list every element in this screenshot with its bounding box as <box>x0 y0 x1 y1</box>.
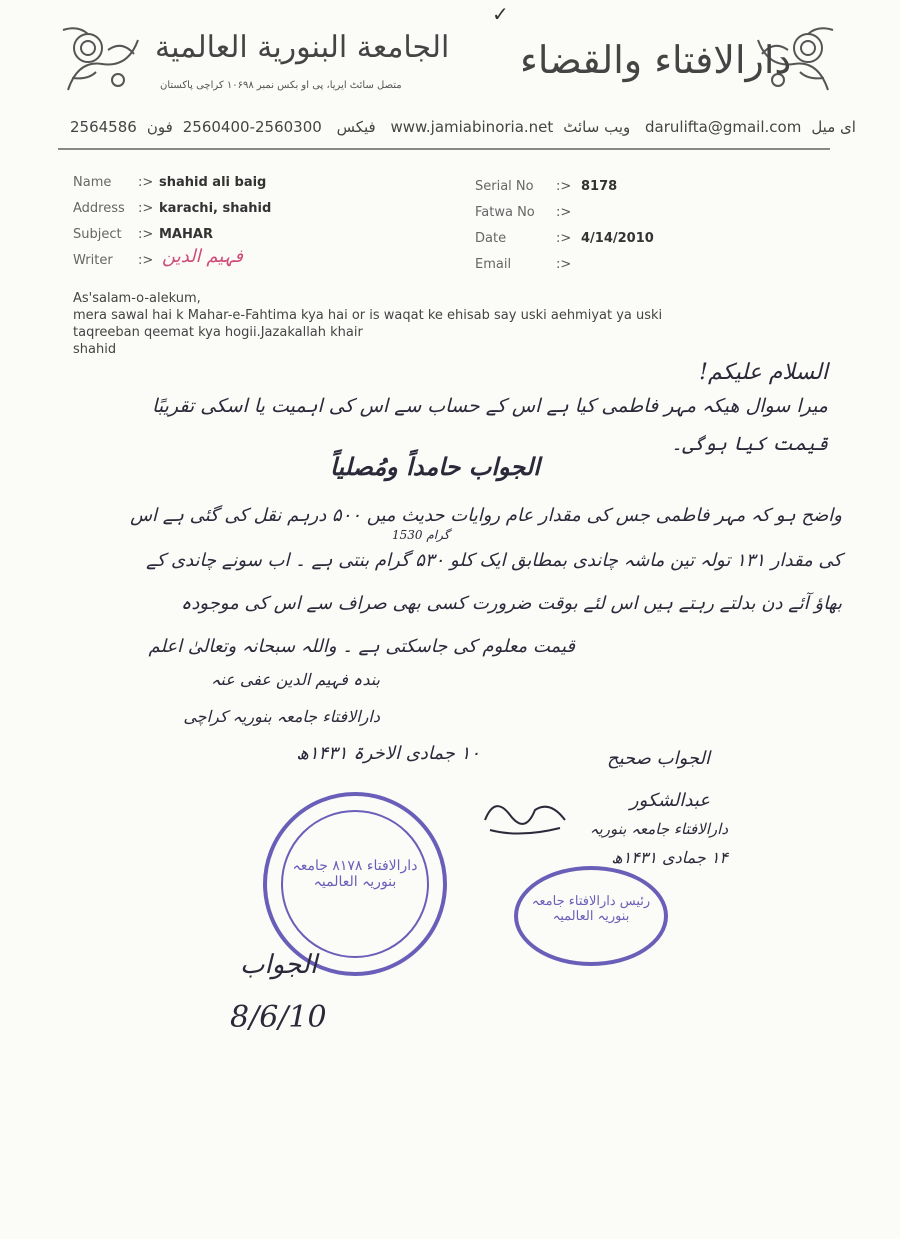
email-address: darulifta@gmail.com <box>645 118 802 136</box>
answer-line: بھاؤ آئے دن بدلتے رہتے ہیں اس لئے بوقت ضرورت کسی بھی صراف سے اس کی موجودہ <box>180 593 842 614</box>
signatory-name: بندہ فہیم الدین عفی عنہ <box>211 670 380 689</box>
institute-address: متصل سائٹ ایریا، پی او بکس نمبر ۱۰۶۹۸ کراچی پاکستان <box>160 80 402 91</box>
separator: :> <box>138 201 154 216</box>
question-line: mera sawal hai k Mahar-e-Fahtima kya hai or is waqat ke ehisab say uski aehmiyat ya uski <box>73 308 663 323</box>
phone-number: 2560300-2560400 <box>182 118 322 136</box>
address-value: karachi, shahid <box>159 201 272 216</box>
typed-question <box>73 290 773 358</box>
separator: :> <box>556 231 572 246</box>
verifier-date: ۱۴ جمادی ۱۴۳۱ھ <box>611 848 728 867</box>
serial-label: Serial No <box>475 179 534 194</box>
fax-number: 2564586 <box>70 118 137 136</box>
checkmark-icon: ✓ <box>492 2 509 26</box>
separator: :> <box>138 227 154 242</box>
question-line: taqreeban qeemat kya hogii.Jazakallah khair <box>73 325 363 340</box>
contact-line <box>70 118 856 136</box>
answer-line: کی مقدار ۱۳۱ تولہ تین ماشہ چاندی بمطابق ایک کلو ۵۳۰ گرام بنتی ہے ۔ اب سونے چاندی کے <box>146 550 842 571</box>
website: www.jamiabinoria.net <box>390 118 554 136</box>
separator: :> <box>138 253 154 268</box>
serial-value: 8178 <box>581 179 618 194</box>
signature-date: ۱۰ جمادی الاخرۃ ۱۴۳۱ھ <box>296 743 480 764</box>
question-line: shahid <box>73 342 117 357</box>
phone-label: فون <box>146 118 173 136</box>
address-label: Address <box>73 201 125 216</box>
website-label: ویب سائٹ <box>563 118 631 136</box>
answer-superscript: 1530 گرام <box>392 528 450 542</box>
handwritten-question-line: قیمت کیا ہوگی۔ <box>671 433 828 455</box>
email-meta-label: Email <box>475 257 512 272</box>
email-label: ای میل <box>811 118 856 136</box>
question-line: As'salam-o-alekum, <box>73 291 201 306</box>
answer-line: واضح ہو کہ مہر فاطمی جس کی مقدار عام روایات حدیث میں ۵۰۰ درہم نقل کی گئی ہے اس <box>130 505 842 526</box>
handwritten-question-line: میرا سوال ھیکہ مہر فاطمی کیا ہے اس کے حساب سے اس کی اہمیت یا اسکی تقریبًا <box>152 395 828 417</box>
date-label: Date <box>475 231 507 246</box>
signatory-department: دارالافتاء جامعہ بنوریہ کراچی <box>183 707 380 726</box>
verifier-name: عبدالشکور <box>629 790 710 811</box>
verifier-signature-scribble <box>480 790 570 840</box>
round-stamp-text: دارالافتاء ۸۱۷۸ جامعہ بنوریہ العالمیہ <box>292 858 418 890</box>
separator: :> <box>556 205 572 220</box>
answer-heading: الجواب حامداً ومُصلیاً <box>330 452 540 481</box>
separator: :> <box>556 179 572 194</box>
writer-label: Writer <box>73 253 113 268</box>
separator: :> <box>556 257 572 272</box>
oval-raees-stamp <box>514 866 668 966</box>
verifier-department: دارالافتاء جامعہ بنوریہ <box>589 820 728 838</box>
initials-signature: الجواب <box>240 950 318 980</box>
handwritten-greeting: السلام علیکم! <box>699 360 828 385</box>
department-name: دارالافتاء والقضاء <box>520 38 792 82</box>
name-value: shahid ali baig <box>159 175 267 190</box>
oval-stamp-text: رئیس دارالافتاء جامعہ بنوریہ العالمیہ <box>531 894 651 924</box>
subject-value: MAHAR <box>159 227 213 242</box>
verification-heading: الجواب صحیح <box>606 748 710 769</box>
subject-label: Subject <box>73 227 122 242</box>
handwritten-date: 8/6/10 <box>230 1000 327 1035</box>
fax-label: فیکس <box>336 118 376 136</box>
name-label: Name <box>73 175 112 190</box>
writer-signature: فہیم الدین <box>162 246 243 267</box>
institute-name: الجامعة البنورية العالمية <box>155 30 450 65</box>
fatwa-label: Fatwa No <box>475 205 535 220</box>
answer-line: قیمت معلوم کی جاسکتی ہے ۔ واللہ سبحانہ وتعالیٰ اعلم <box>148 636 575 657</box>
separator: :> <box>138 175 154 190</box>
floral-ornament-icon <box>58 20 148 110</box>
date-value: 4/14/2010 <box>581 231 654 246</box>
round-darulifta-stamp <box>263 792 447 976</box>
header-divider <box>58 148 830 150</box>
